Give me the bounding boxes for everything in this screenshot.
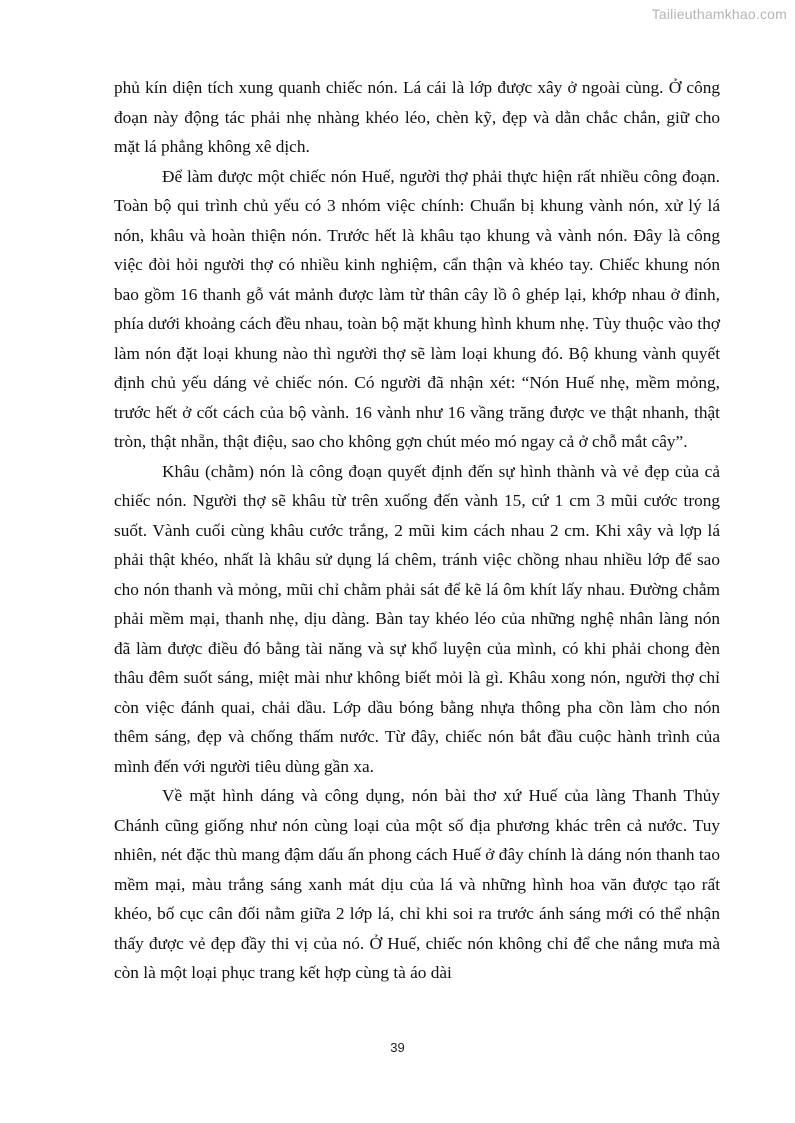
page-number: 39	[390, 1040, 405, 1055]
paragraph-shape-and-use: Về mặt hình dáng và công dụng, nón bài thơ xứ Huế của làng Thanh Thủy Chánh cũng giống như nón cùng loại của một số địa phương khác trên cả nước. Tuy nhiên, nét đặc thù mang đậm dấu ấn phong cách Huế ở đây chính là dáng nón thanh tao mềm mại, màu trắng sáng xanh mát dịu của lá và những hình hoa văn được tạo rất khéo, bố cục cân đối nằm giữa 2 lớp lá, chỉ khi soi ra trước ánh sáng mới có thể nhận thấy được vẻ đẹp đầy thi vị của nó. Ở Huế, chiếc nón không chỉ để che nắng mưa mà còn là một loại phục trang kết hợp cùng tà áo dài	[114, 786, 720, 982]
watermark-text: Tailieuthamkhao.com	[651, 6, 787, 22]
paragraph-continued: phủ kín diện tích xung quanh chiếc nón. Lá cái là lớp được xây ở ngoài cùng. Ở công đoạn này động tác phải nhẹ nhàng khéo léo, chèn kỹ, đẹp và dằn chắc chắn, giữ cho mặt lá phẳng không xê dịch.	[114, 78, 720, 156]
paragraph-stitching: Khâu (chằm) nón là công đoạn quyết định đến sự hình thành và vẻ đẹp của cả chiếc nón. Người thợ sẽ khâu từ trên xuống đến vành 15, cứ 1 cm 3 mũi cước trong suốt. Vành cuối cùng khâu cước trắng, 2 mũi kim cách nhau 2 cm. Khi xây và lợp lá phải thật khéo, nhất là khâu sử dụng lá chêm, tránh việc chồng nhau nhiều lớp để sao cho nón thanh và mỏng, mũi chỉ chằm phải sát để kẽ lá ôm khít lấy nhau. Đường chằm phải mềm mại, thanh nhẹ, dịu dàng. Bàn tay khéo léo của những nghệ nhân làng nón đã làm được điều đó bằng tài năng và sự khổ luyện của mình, có khi phải chong đèn thâu đêm suốt sáng, miệt mài như không biết mỏi là gì. Khâu xong nón, người thợ chỉ còn việc đánh quai, chải dầu. Lớp dầu bóng bằng nhựa thông pha cồn làm cho nón thêm sáng, đẹp và chống thấm nước. Từ đây, chiếc nón bắt đầu cuộc hành trình của mình đến với người tiêu dùng gần xa.	[114, 461, 720, 776]
document-body	[114, 73, 720, 988]
paragraph-production-process: Để làm được một chiếc nón Huế, người thợ phải thực hiện rất nhiều công đoạn. Toàn bộ qui trình chủ yếu có 3 nhóm việc chính: Chuẩn bị khung vành nón, xử lý lá nón, khâu và hoàn thiện nón. Trước hết là khâu tạo khung và vành nón. Đây là công việc đòi hỏi người thợ có nhiều kinh nghiệm, cẩn thận và khéo tay. Chiếc khung nón bao gồm 16 thanh gỗ vát mảnh được làm từ thân cây lồ ô ghép lại, khớp nhau ở đỉnh, phía dưới khoảng cách đều nhau, toàn bộ mặt khung hình khum nhẹ. Tùy thuộc vào thợ làm nón đặt loại khung nào thì người thợ sẽ làm loại khung đó. Bộ khung vành quyết định chủ yếu dáng vẻ chiếc nón. Có người đã nhận xét: “Nón Huế nhẹ, mềm mỏng, trước hết ở cốt cách của bộ vành. 16 vành như 16 vầng trăng được ve thật nhanh, thật tròn, thật nhẵn, thật điệu, sao cho không gợn chút méo mó ngay cả ở chỗ mắt cây”.	[114, 166, 720, 451]
